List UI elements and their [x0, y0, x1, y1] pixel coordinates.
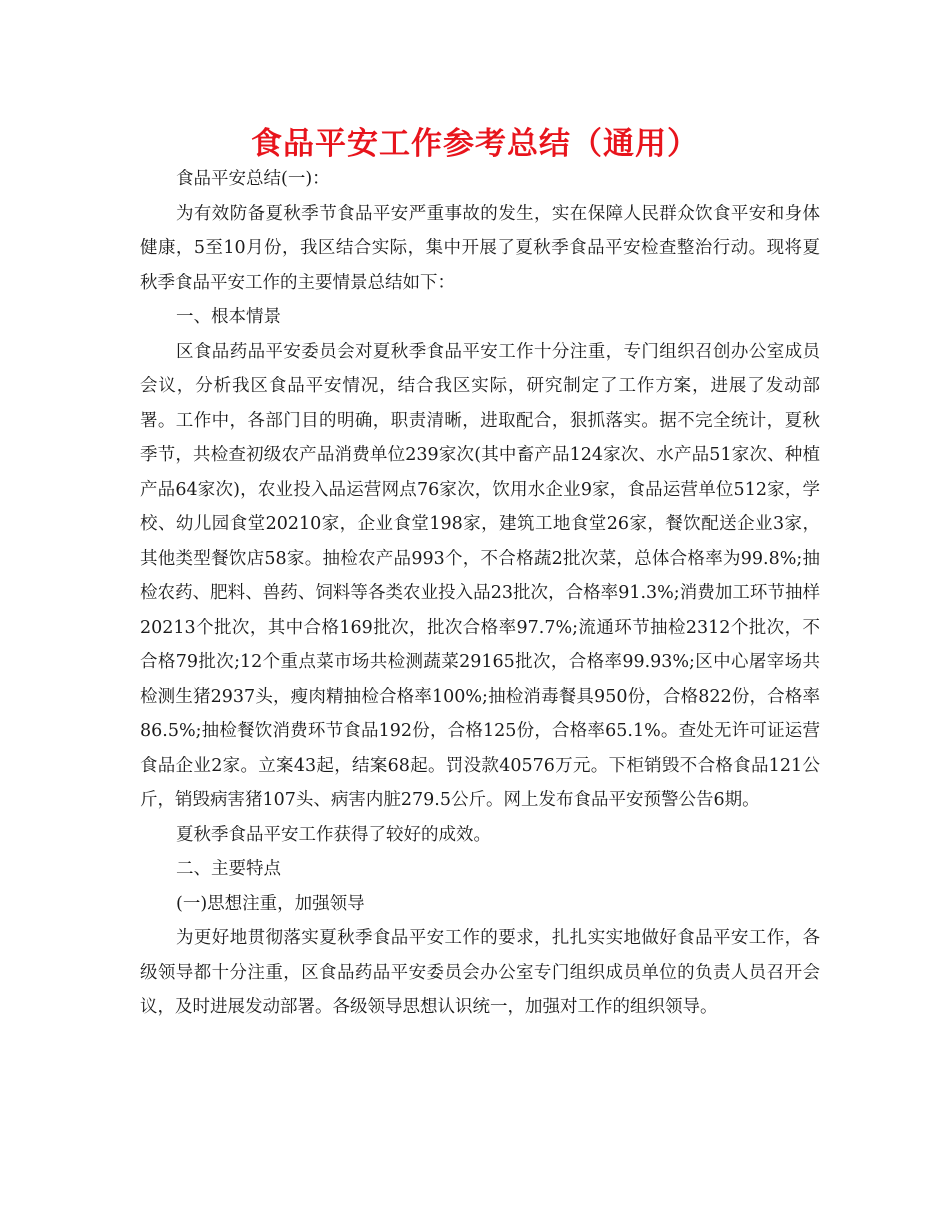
paragraph-section-heading: 食品平安总结(一)： — [176, 169, 330, 189]
paragraph-statistics: 区食品药品平安委员会对夏秋季食品平安工作十分注重，专门组织召创办公室成员会议，分析我区食品平安情况，结合我区实际，研究制定了工作方案，进展了发动部署。工作中，各部门目的明确，职责清晰，进取配合，狠抓落实。据不完全统计，夏秋季节，共检查初级农产品消费单位239家次(其中畜产品124家次、水产品51家次、种植产品64家次)，农业投入品运营网点76家次，饮用水企业9家，食品运营单位512家，学校、幼儿园食堂20210家，企业食堂198家，建筑工地食堂26家，餐饮配送企业3家，其他类型餐饮店58家。抽检农产品993个，不合格蔬2批次菜，总体合格率为99.8%;抽检农药、肥料、兽药、饲料等各类农业投入品23批次，合格率91.3%;消费加工环节抽样20213个批次，其中合格169批次，批次合格率97.7%;流通环节抽检2312个批次，不合格79批次;12个重点菜市场共检测蔬菜29165批次，合格率99.93%;区中心屠宰场共检测生猪2937头，瘦肉精抽检合格率100%;抽检消毒餐具950份，合格822份，合格率86.5%;抽检餐饮消费环节食品192份，合格125份，合格率65.1%。查处无许可证运营食品企业2家。立案43起，结案68起。罚没款40576万元。下柜销毁不合格食品121公斤，销毁病害猪107头、病害内脏279.5公斤。网上发布食品平安预警公告6期。 — [140, 341, 820, 810]
paragraph-heading-basic-situation: 一、根本情景 — [176, 307, 281, 327]
paragraph-leadership: 为更好地贯彻落实夏秋季食品平安工作的要求，扎扎实实地做好食品平安工作，各级领导都十分注重，区食品药品平安委员会办公室专门组织成员单位的负责人员召开会议，及时进展发动部署。各级领导思想认识统一，加强对工作的组织领导。 — [140, 928, 820, 1017]
paragraph-subheading-leadership: (一)思想注重，加强领导 — [176, 893, 365, 914]
paragraph-intro: 为有效防备夏秋季节食品平安严重事故的发生，实在保障人民群众饮食平安和身体健康，5至10月份，我区结合实际，集中开展了夏秋季食品平安检查整治行动。现将夏秋季食品平安工作的主要情景总结如下： — [140, 203, 820, 293]
paragraph-heading-main-features: 二、主要特点 — [176, 859, 281, 879]
document-body — [140, 162, 820, 1025]
document-title: 食品平安工作参考总结（通用） — [251, 126, 699, 162]
paragraph-results: 夏秋季食品平安工作获得了较好的成效。 — [176, 824, 491, 845]
